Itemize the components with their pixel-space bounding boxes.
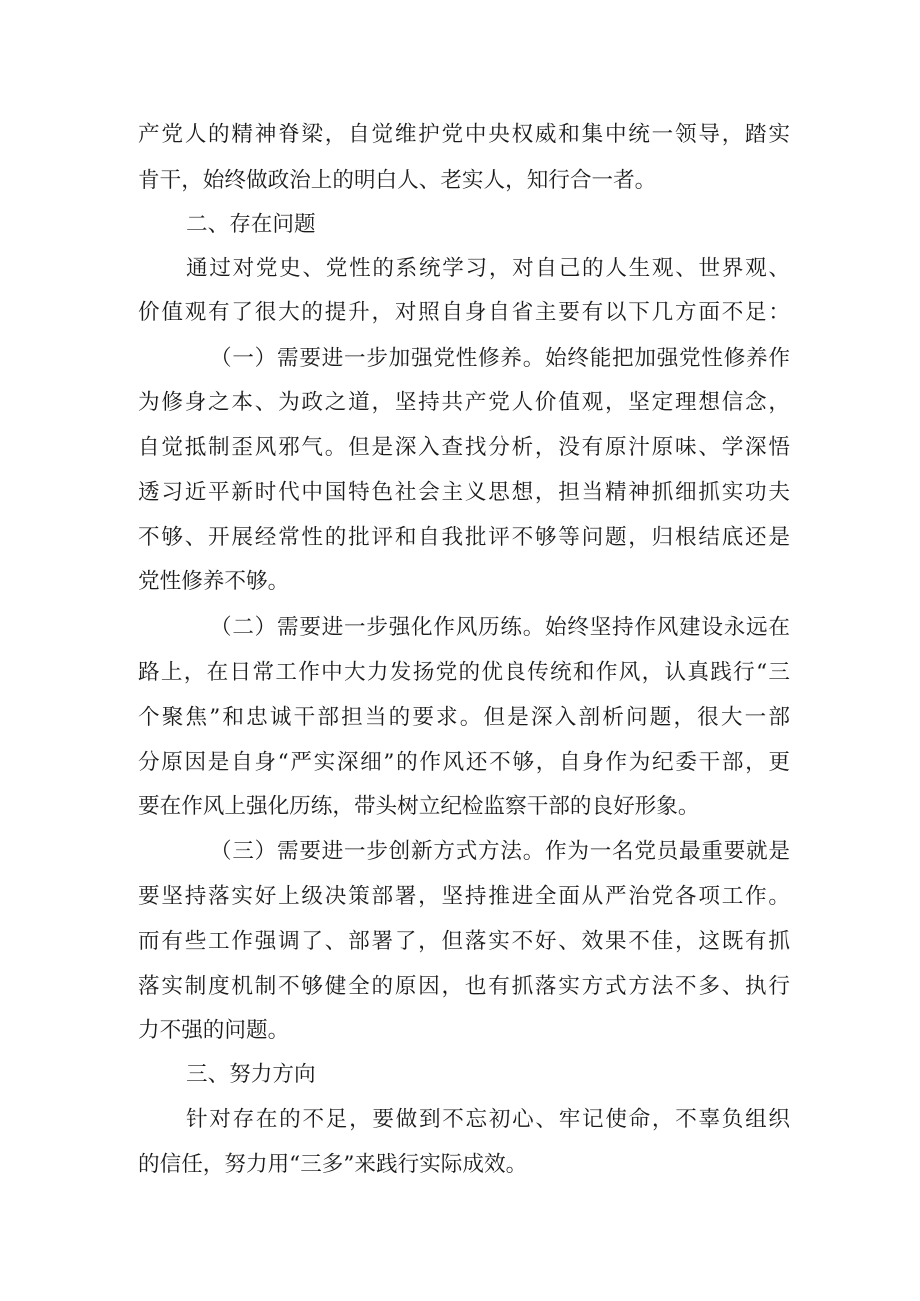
subsection-heading-line: （三）需要进一步创新方式方法。作为一名党员最重要就是 [210,839,790,864]
body-text-line: 路上，在日常工作中大力发扬党的优良传统和作风，认真践行“三 [138,660,790,685]
subsection-heading-line: （一）需要进一步加强党性修养。始终能把加强党性修养作 [210,346,790,371]
body-text-line: 价值观有了很大的提升，对照自身自省主要有以下几方面不足： [138,300,790,325]
body-text-line: 透习近平新时代中国特色社会主义思想，担当精神抓细抓实功夫 [138,480,790,505]
body-text-line: 分原因是自身“严实深细”的作风还不够，自身作为纪委干部，更 [138,750,790,775]
body-text-line: 针对存在的不足，要做到不忘初心、牢记使命，不辜负组织 [186,1107,790,1132]
section-heading: 三、努力方向 [186,1062,316,1087]
body-text-line: 党性修养不够。 [138,569,290,594]
body-text-line: 力不强的问题。 [138,1018,290,1043]
body-text-line: 个聚焦”和忠诚干部担当的要求。但是深入剖析问题，很大一部 [138,705,790,730]
subsection-heading-line: （二）需要进一步强化作风历练。始终坚持作风建设永远在 [210,615,790,640]
body-text-line: 产党人的精神脊梁，自觉维护党中央权威和集中统一领导，踏实 [138,122,790,147]
body-text-line: 自觉抵制歪风邪气。但是深入查找分析，没有原汁原味、学深悟 [138,435,790,460]
body-text-line: 为修身之本、为政之道，坚持共产党人价值观，坚定理想信念， [138,390,790,415]
body-text-line: 的信任，努力用“三多”来践行实际成效。 [138,1152,528,1177]
body-text-line: 要坚持落实好上级决策部署，坚持推进全面从严治党各项工作。 [138,884,790,909]
section-heading: 二、存在问题 [186,212,316,237]
body-text-line: 而有些工作强调了、部署了，但落实不好、效果不佳，这既有抓 [138,929,790,954]
body-text-line: 落实制度机制不够健全的原因，也有抓落实方式方法不多、执行 [138,974,790,999]
body-text-line: 要在作风上强化历练，带头树立纪检监察干部的良好形象。 [138,794,700,819]
body-text-line: 通过对党史、党性的系统学习，对自己的人生观、世界观、 [186,256,790,281]
body-text-line: 肯干，始终做政治上的明白人、老实人，知行合一者。 [138,168,657,193]
body-text-line: 不够、开展经常性的批评和自我批评不够等问题，归根结底还是 [138,525,790,550]
